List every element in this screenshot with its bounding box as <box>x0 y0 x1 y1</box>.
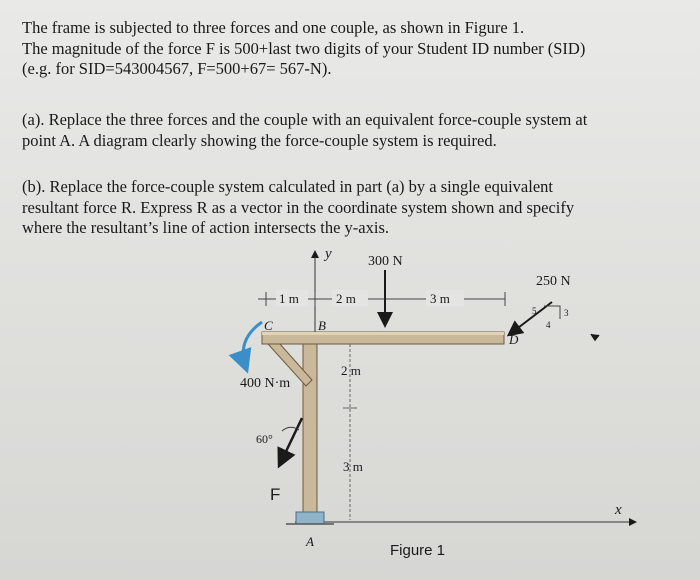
point-b-label: B <box>318 318 326 333</box>
part-b-line-3: where the resultant’s line of action intersects the y-axis. <box>22 218 390 237</box>
slope-5: 5 <box>532 306 537 316</box>
force-f-label: F <box>270 485 281 504</box>
part-b <box>22 177 682 239</box>
point-d-label: D <box>509 332 519 347</box>
dim-2m-vert: 2 m <box>341 363 361 378</box>
frame-figure <box>0 240 700 580</box>
dim-2m-top: 2 m <box>336 291 356 306</box>
part-b-line-2: resultant force R. Express R as a vector in the coordinate system shown and specify <box>22 197 575 217</box>
dim-1m: 1 m <box>279 291 299 306</box>
part-a-line-2: point A. A diagram clearly showing the force-couple system is required. <box>22 130 497 150</box>
figure-caption: Figure 1 <box>390 542 446 559</box>
pen-mark <box>591 334 599 340</box>
intro-line-1: The frame is subjected to three forces and one couple, as shown in Figure 1. <box>22 18 525 37</box>
force-300-label: 300 N <box>368 254 403 269</box>
y-axis-label: y <box>325 246 332 262</box>
couple-arrow <box>243 322 262 368</box>
point-a-label: A <box>306 534 314 549</box>
slope-triangle <box>544 306 560 319</box>
force-250-label: 250 N <box>536 274 571 289</box>
vertical-column <box>303 344 317 524</box>
support-a <box>296 512 324 524</box>
intro-line-3: (e.g. for SID=543004567, F=500+67= 567-N). <box>22 59 332 78</box>
dim-3m-top: 3 m <box>430 291 450 306</box>
intro-line-2: The magnitude of the force F is 500+last two digits of your Student ID number (SID) <box>22 38 586 58</box>
dim-3m-vert: 3 m <box>343 459 363 474</box>
part-a <box>22 110 682 151</box>
part-b-line-1: (b). Replace the force-couple system calculated in part (a) by a single equivalent <box>22 177 553 196</box>
slope-3: 3 <box>564 308 569 318</box>
angle-label: 60° <box>256 432 273 446</box>
force-f-arrow <box>280 418 302 464</box>
couple-label: 400 N·m <box>240 376 291 391</box>
x-axis-label: x <box>615 502 622 518</box>
point-c-label: C <box>264 318 273 333</box>
part-a-line-1: (a). Replace the three forces and the couple with an equivalent force-couple system at <box>22 110 588 129</box>
problem-intro <box>22 18 682 80</box>
slope-4: 4 <box>546 320 551 330</box>
